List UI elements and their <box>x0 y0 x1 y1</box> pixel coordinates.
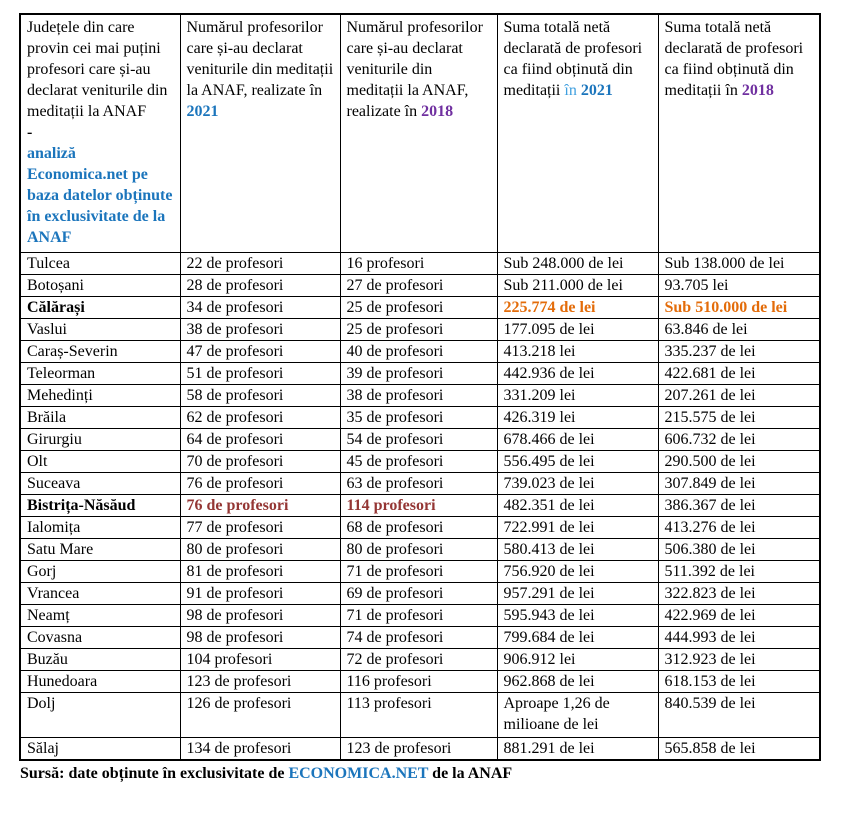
sum-2018-cell: 215.575 de lei <box>658 407 820 429</box>
count-2018-cell: 35 de profesori <box>340 407 497 429</box>
count-2018-cell: 25 de profesori <box>340 297 497 319</box>
county-cell: Vrancea <box>20 583 180 605</box>
county-cell: Teleorman <box>20 363 180 385</box>
count-2021-cell: 34 de profesori <box>180 297 340 319</box>
county-cell: Bistrița-Năsăud <box>20 495 180 517</box>
sum-2018-cell: 618.153 de lei <box>658 671 820 693</box>
count-2021-cell: 98 de profesori <box>180 627 340 649</box>
table-row <box>20 429 820 451</box>
count-2018-cell: 45 de profesori <box>340 451 497 473</box>
table-row <box>20 319 820 341</box>
sum-2018-cell: 312.923 de lei <box>658 649 820 671</box>
table-row <box>20 407 820 429</box>
count-2021-cell: 51 de profesori <box>180 363 340 385</box>
count-2018-cell: 74 de profesori <box>340 627 497 649</box>
sum-2021-cell: 962.868 de lei <box>497 671 658 693</box>
count-2018-cell: 113 profesori <box>340 693 497 738</box>
table-row <box>20 275 820 297</box>
count-2018-cell: 38 de profesori <box>340 385 497 407</box>
county-cell: Satu Mare <box>20 539 180 561</box>
table-row <box>20 473 820 495</box>
count-2018-cell: 123 de profesori <box>340 738 497 761</box>
source-text: de la ANAF <box>428 765 513 782</box>
sum-2018-cell: 606.732 de lei <box>658 429 820 451</box>
source-text: Sursă: date obținute în exclusivitate de <box>20 765 289 782</box>
county-cell: Dolj <box>20 693 180 738</box>
county-cell: Covasna <box>20 627 180 649</box>
table-row <box>20 627 820 649</box>
table-row <box>20 385 820 407</box>
table-row <box>20 297 820 319</box>
count-2021-cell: 47 de profesori <box>180 341 340 363</box>
sum-2021-cell: 595.943 de lei <box>497 605 658 627</box>
count-2018-cell: 71 de profesori <box>340 605 497 627</box>
count-2018-cell: 40 de profesori <box>340 341 497 363</box>
table-row <box>20 561 820 583</box>
source-line <box>20 765 862 783</box>
count-2021-cell: 28 de profesori <box>180 275 340 297</box>
count-2021-cell: 91 de profesori <box>180 583 340 605</box>
county-cell: Buzău <box>20 649 180 671</box>
column-header: Numărul profesorilor care și-au declarat veniturile din meditații la ANAF, realizate în 2018 <box>340 14 497 253</box>
count-2021-cell: 81 de profesori <box>180 561 340 583</box>
sum-2018-cell: 413.276 de lei <box>658 517 820 539</box>
table-row <box>20 253 820 275</box>
county-cell: Suceava <box>20 473 180 495</box>
table-row <box>20 649 820 671</box>
county-cell: Ialomița <box>20 517 180 539</box>
sum-2018-cell: 307.849 de lei <box>658 473 820 495</box>
column-header: Județele din care provin cei mai puțini profesori care și-au declarat veniturile din meditații la ANAF - analiză Economica.net pe baza datelor obținute în exclusivitate de la ANAF <box>20 14 180 253</box>
economica-net-link[interactable]: ECONOMICA.NET <box>288 765 429 782</box>
header-row <box>20 14 820 253</box>
sum-2018-cell: 63.846 de lei <box>658 319 820 341</box>
count-2021-cell: 58 de profesori <box>180 385 340 407</box>
sum-2021-cell: 722.991 de lei <box>497 517 658 539</box>
county-cell: Tulcea <box>20 253 180 275</box>
sum-2021-cell: 678.466 de lei <box>497 429 658 451</box>
count-2021-cell: 104 profesori <box>180 649 340 671</box>
sum-2018-cell: 386.367 de lei <box>658 495 820 517</box>
count-2021-cell: 134 de profesori <box>180 738 340 761</box>
sum-2021-cell: 906.912 lei <box>497 649 658 671</box>
sum-2021-cell: 957.291 de lei <box>497 583 658 605</box>
count-2018-cell: 16 profesori <box>340 253 497 275</box>
sum-2021-cell: 177.095 de lei <box>497 319 658 341</box>
county-cell: Sălaj <box>20 738 180 761</box>
count-2018-cell: 63 de profesori <box>340 473 497 495</box>
count-2021-cell: 64 de profesori <box>180 429 340 451</box>
sum-2021-cell: 225.774 de lei <box>497 297 658 319</box>
sum-2021-cell: 413.218 lei <box>497 341 658 363</box>
count-2018-cell: 80 de profesori <box>340 539 497 561</box>
table-row <box>20 671 820 693</box>
sum-2018-cell: 444.993 de lei <box>658 627 820 649</box>
count-2021-cell: 62 de profesori <box>180 407 340 429</box>
sum-2018-cell: 322.823 de lei <box>658 583 820 605</box>
sum-2021-cell: Sub 211.000 de lei <box>497 275 658 297</box>
sum-2018-cell: 422.681 de lei <box>658 363 820 385</box>
sum-2021-cell: 756.920 de lei <box>497 561 658 583</box>
sum-2018-cell: 207.261 de lei <box>658 385 820 407</box>
count-2021-cell: 126 de profesori <box>180 693 340 738</box>
table-row <box>20 363 820 385</box>
county-cell: Girurgiu <box>20 429 180 451</box>
count-2018-cell: 27 de profesori <box>340 275 497 297</box>
county-cell: Olt <box>20 451 180 473</box>
county-cell: Neamț <box>20 605 180 627</box>
county-cell: Brăila <box>20 407 180 429</box>
sum-2021-cell: 426.319 lei <box>497 407 658 429</box>
table-row <box>20 495 820 517</box>
count-2018-cell: 68 de profesori <box>340 517 497 539</box>
count-2021-cell: 80 de profesori <box>180 539 340 561</box>
county-cell: Mehedinți <box>20 385 180 407</box>
count-2018-cell: 69 de profesori <box>340 583 497 605</box>
professors-income-table <box>19 13 821 761</box>
table-row <box>20 693 820 738</box>
table-row <box>20 341 820 363</box>
table-row <box>20 539 820 561</box>
sum-2021-cell: 442.936 de lei <box>497 363 658 385</box>
county-cell: Hunedoara <box>20 671 180 693</box>
count-2021-cell: 77 de profesori <box>180 517 340 539</box>
count-2018-cell: 72 de profesori <box>340 649 497 671</box>
sum-2018-cell: Sub 138.000 de lei <box>658 253 820 275</box>
sum-2021-cell: 881.291 de lei <box>497 738 658 761</box>
sum-2021-cell: Aproape 1,26 de milioane de lei <box>497 693 658 738</box>
count-2018-cell: 54 de profesori <box>340 429 497 451</box>
sum-2021-cell: 580.413 de lei <box>497 539 658 561</box>
table-row <box>20 451 820 473</box>
sum-2018-cell: 290.500 de lei <box>658 451 820 473</box>
county-cell: Gorj <box>20 561 180 583</box>
sum-2021-cell: 739.023 de lei <box>497 473 658 495</box>
count-2021-cell: 76 de profesori <box>180 473 340 495</box>
sum-2018-cell: 565.858 de lei <box>658 738 820 761</box>
count-2021-cell: 70 de profesori <box>180 451 340 473</box>
sum-2021-cell: 482.351 de lei <box>497 495 658 517</box>
column-header: Suma totală netă declarată de profesori ca fiind obținută din meditații în 2021 <box>497 14 658 253</box>
sum-2018-cell: 422.969 de lei <box>658 605 820 627</box>
sum-2021-cell: 799.684 de lei <box>497 627 658 649</box>
count-2018-cell: 39 de profesori <box>340 363 497 385</box>
count-2018-cell: 71 de profesori <box>340 561 497 583</box>
table-row <box>20 605 820 627</box>
sum-2021-cell: 331.209 lei <box>497 385 658 407</box>
sum-2018-cell: 511.392 de lei <box>658 561 820 583</box>
county-cell: Caraș-Severin <box>20 341 180 363</box>
count-2021-cell: 76 de profesori <box>180 495 340 517</box>
count-2018-cell: 25 de profesori <box>340 319 497 341</box>
table-row <box>20 583 820 605</box>
column-header: Suma totală netă declarată de profesori ca fiind obținută din meditații în 2018 <box>658 14 820 253</box>
sum-2018-cell: 506.380 de lei <box>658 539 820 561</box>
county-cell: Botoșani <box>20 275 180 297</box>
table-row <box>20 517 820 539</box>
count-2021-cell: 22 de profesori <box>180 253 340 275</box>
sum-2018-cell: Sub 510.000 de lei <box>658 297 820 319</box>
count-2021-cell: 123 de profesori <box>180 671 340 693</box>
sum-2018-cell: 93.705 lei <box>658 275 820 297</box>
sum-2018-cell: 335.237 de lei <box>658 341 820 363</box>
count-2021-cell: 98 de profesori <box>180 605 340 627</box>
count-2018-cell: 114 profesori <box>340 495 497 517</box>
county-cell: Călărași <box>20 297 180 319</box>
column-header: Numărul profesorilor care și-au declarat veniturile din meditații la ANAF, realizate în 2021 <box>180 14 340 253</box>
table-row <box>20 738 820 761</box>
sum-2021-cell: 556.495 de lei <box>497 451 658 473</box>
sum-2021-cell: Sub 248.000 de lei <box>497 253 658 275</box>
count-2021-cell: 38 de profesori <box>180 319 340 341</box>
sum-2018-cell: 840.539 de lei <box>658 693 820 738</box>
count-2018-cell: 116 profesori <box>340 671 497 693</box>
county-cell: Vaslui <box>20 319 180 341</box>
